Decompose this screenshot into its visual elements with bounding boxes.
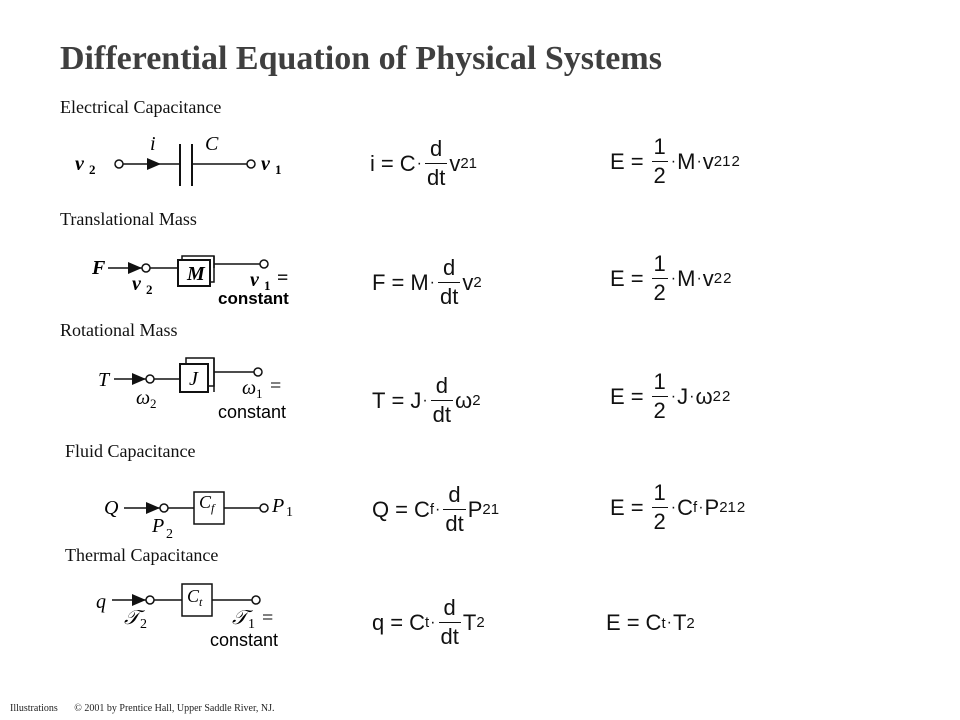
node-circle [115, 160, 123, 168]
diag-v1-label: v [250, 269, 259, 291]
diag-v2-sub: 2 [146, 282, 153, 297]
label-thermal-capacitance: Thermal Capacitance [65, 545, 219, 565]
node-circle [252, 596, 260, 604]
node-circle [260, 504, 268, 512]
diag-w1-label: ω [242, 377, 257, 399]
diag-v2-label: v [75, 153, 84, 175]
diag-v1-sub: 1 [275, 162, 282, 177]
flow-arrow [147, 158, 161, 170]
diag-C-sub: f [211, 501, 215, 515]
flow-arrow [132, 373, 146, 385]
diag-M-label: M [187, 263, 205, 285]
diag-C-label: C [187, 586, 200, 606]
diag-T1-label: 𝒯 [232, 607, 248, 629]
node-circle [146, 375, 154, 383]
node-circle [254, 368, 262, 376]
diag-P1-label: P [272, 495, 285, 517]
equation-electrical-rate: i = C · $\frac{d}{dt}$ v 21 [370, 136, 478, 190]
node-circle [247, 160, 255, 168]
diag-equals: = [277, 267, 289, 289]
equation-translational-rate: F = M · $\frac{d}{dt}$ v 2 [372, 255, 482, 309]
equation-rotational-rate: T = J · $\frac{d}{dt}$ ω 2 [372, 373, 481, 427]
diag-P1-sub: 1 [286, 505, 293, 520]
equation-electrical-energy: E = $\frac{1}{2}$ · M · v 21 2 [610, 134, 740, 188]
label-translational-mass: Translational Mass [60, 209, 197, 229]
equation-thermal-rate: q = C t · $\frac{d}{dt}$ T 2 [372, 595, 485, 649]
equation-thermal-energy: E = C t · T 2 [606, 610, 695, 635]
label-fluid-capacitance: Fluid Capacitance [65, 441, 196, 461]
diagram-fluid-capacitance [104, 486, 304, 544]
diag-C-label: C [205, 133, 219, 155]
node-circle [260, 260, 268, 268]
equation-fluid-rate: Q = C f · $\frac{d}{dt}$ P 21 [372, 482, 500, 536]
label-rotational-mass: Rotational Mass [60, 320, 178, 340]
diag-v1-label: v [261, 153, 270, 175]
footer-copyright: © 2001 by Prentice Hall, Upper Saddle River, NJ. [74, 703, 275, 714]
diag-v1-sub: 1 [264, 278, 271, 293]
diag-equals: = [270, 375, 282, 397]
diag-T2-sub: 2 [140, 617, 147, 632]
diagram-rotational-mass [98, 352, 308, 426]
diag-C-sub: t [199, 595, 203, 609]
node-circle [160, 504, 168, 512]
footer [10, 703, 275, 714]
diag-equals: = [262, 607, 274, 629]
equation-translational-energy: E = $\frac{1}{2}$ · M · v 2 2 [610, 251, 732, 305]
diagram-electrical-capacitance [75, 130, 305, 190]
diag-w2-label: ω [136, 387, 151, 409]
diag-v2-sub: 2 [89, 162, 96, 177]
equation-rotational-energy: E = $\frac{1}{2}$ · J · ω 2 2 [610, 369, 731, 423]
diag-J-label: J [189, 368, 198, 390]
diag-constant-label: constant [218, 289, 289, 308]
node-circle [142, 264, 150, 272]
diag-T-label: T [98, 369, 110, 391]
diag-constant-label: constant [218, 402, 287, 422]
diag-w2-sub: 2 [150, 396, 157, 411]
diag-P2-sub: 2 [166, 527, 173, 542]
diagram-translational-mass [92, 244, 307, 310]
diag-q-label: q [96, 591, 106, 613]
footer-tag: Illustrations [10, 703, 58, 714]
diag-constant-label: constant [210, 630, 279, 650]
equation-fluid-energy: E = $\frac{1}{2}$ · C f · P 21 2 [610, 480, 746, 534]
diag-w1-sub: 1 [256, 386, 263, 401]
diag-T2-label: 𝒯 [124, 607, 140, 629]
diag-T1-sub: 1 [248, 617, 255, 632]
flow-arrow [132, 594, 146, 606]
node-circle [146, 596, 154, 604]
diag-P2-label: P [152, 515, 165, 537]
diagram-thermal-capacitance [96, 580, 296, 652]
slide-title: Differential Equation of Physical Systems [60, 40, 662, 77]
flow-arrow [146, 502, 160, 514]
diag-i-label: i [150, 133, 156, 155]
diag-F-label: F [92, 257, 106, 279]
label-electrical-capacitance: Electrical Capacitance [60, 97, 222, 117]
diag-Q-label: Q [104, 497, 119, 519]
diag-v2-label: v [132, 273, 141, 295]
diag-C-label: C [199, 492, 212, 512]
